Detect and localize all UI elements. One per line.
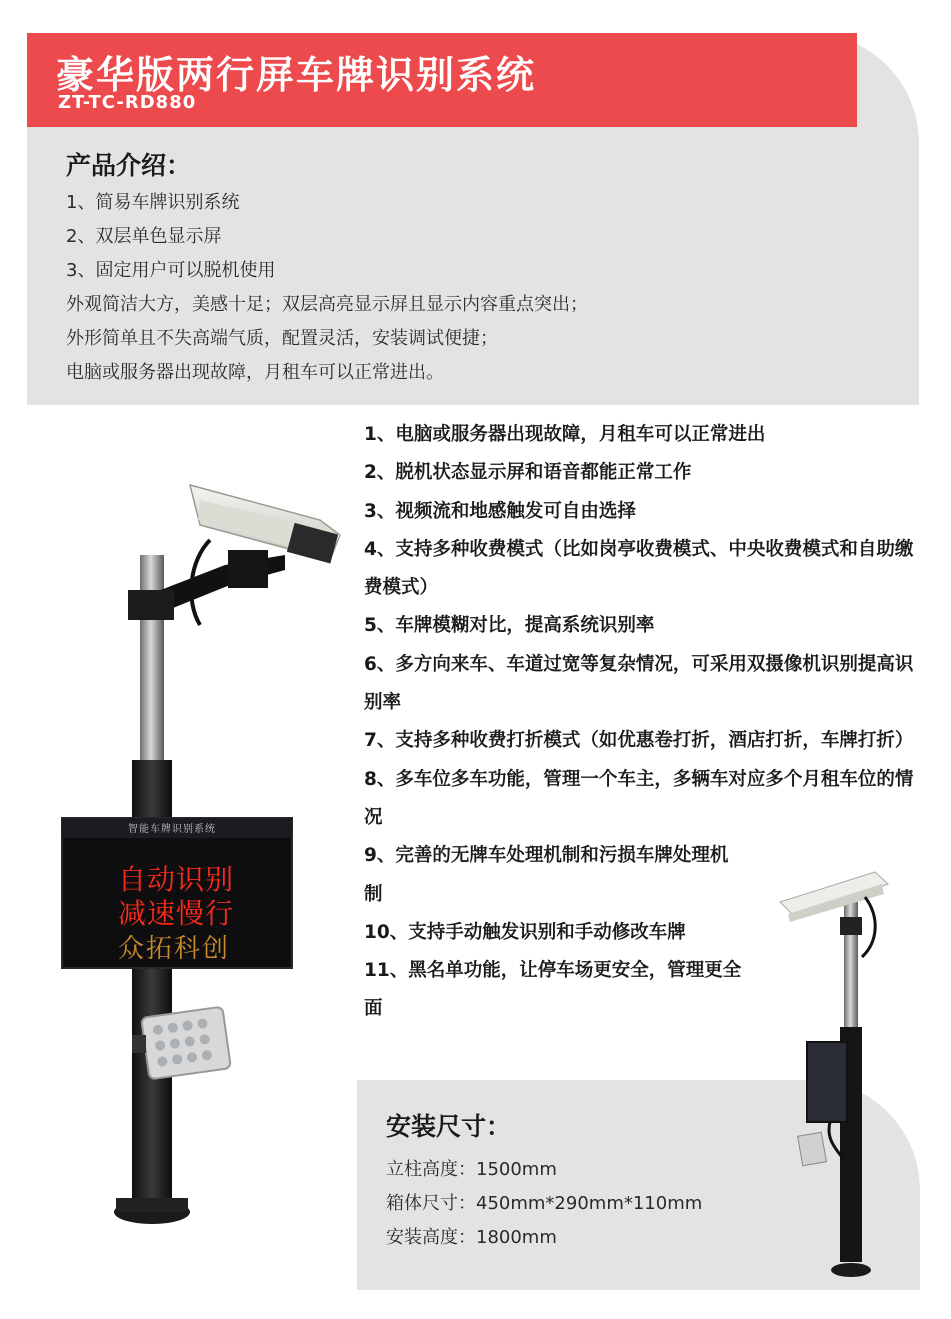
- intro-item: 3、固定用户可以脱机使用: [66, 260, 276, 281]
- install-heading: 安装尺寸：: [386, 1112, 512, 1141]
- feature-item: 5、车牌模糊对比，提高系统识别率: [364, 615, 655, 637]
- feature-item: 1、电脑或服务器出现故障，月租车可以正常进出: [364, 424, 766, 445]
- feature-item: 2、脱机状态显示屏和语音都能正常工作: [364, 462, 692, 484]
- intro-item: 电脑或服务器出现故障，月租车可以正常进出。: [66, 362, 444, 383]
- small-pole-illustration: [770, 862, 900, 1282]
- install-item: 立柱高度：1500mm: [386, 1159, 557, 1180]
- model-number: ZT-TC-RD880: [58, 92, 197, 113]
- install-item: 安装高度：1800mm: [386, 1227, 557, 1248]
- feature-item: 6、多方向来车、车道过宽等复杂情况，可采用双摄像机识别提高识别率: [364, 653, 914, 714]
- feature-item: 9、完善的无牌车处理机制和污损车牌处理机制: [364, 845, 729, 905]
- install-list: [386, 1153, 702, 1255]
- plate-recognition-pole-illustration: [50, 460, 360, 1240]
- install-item: 箱体尺寸：450mm*290mm*110mm: [386, 1193, 703, 1214]
- pole-upper: [140, 555, 164, 775]
- intro-list: [66, 186, 588, 390]
- feature-item: 11、黑名单功能，让停车场更安全，管理更全面: [364, 960, 742, 1020]
- feature-item: 4、支持多种收费模式（比如岗亭收费模式、中央收费模式和自助缴费模式）: [364, 538, 914, 599]
- feature-item: 3、视频流和地感触发可自由选择: [364, 500, 636, 522]
- intro-item: 外形简单且不失高端气质，配置灵活，安装调试便捷；: [66, 328, 498, 349]
- feature-item: 10、支持手动触发识别和手动修改车牌: [364, 921, 686, 943]
- display-screen-header: 智能车牌识别系统: [128, 824, 216, 835]
- intro-item: 外观简洁大方，美感十足；双层高亮显示屏且显示内容重点突出；: [66, 294, 588, 315]
- intro-heading: 产品介绍：: [66, 151, 192, 180]
- feature-item: 8、多车位多车功能，管理一个车主，多辆车对应多个月租车位的情况: [364, 768, 914, 828]
- page-title: 豪华版两行屏车牌识别系统: [56, 53, 537, 97]
- intro-item: 2、双层单色显示屏: [66, 226, 222, 247]
- intro-item: 1、简易车牌识别系统: [66, 192, 240, 213]
- display-screen-line3: 众拓科创: [118, 934, 231, 964]
- feature-item: 7、支持多种收费打折模式（如优惠卷打折，酒店打折，车牌打折）: [364, 730, 914, 752]
- display-screen-line1: 自动识别: [118, 863, 235, 896]
- display-screen-line2: 减速慢行: [118, 897, 235, 930]
